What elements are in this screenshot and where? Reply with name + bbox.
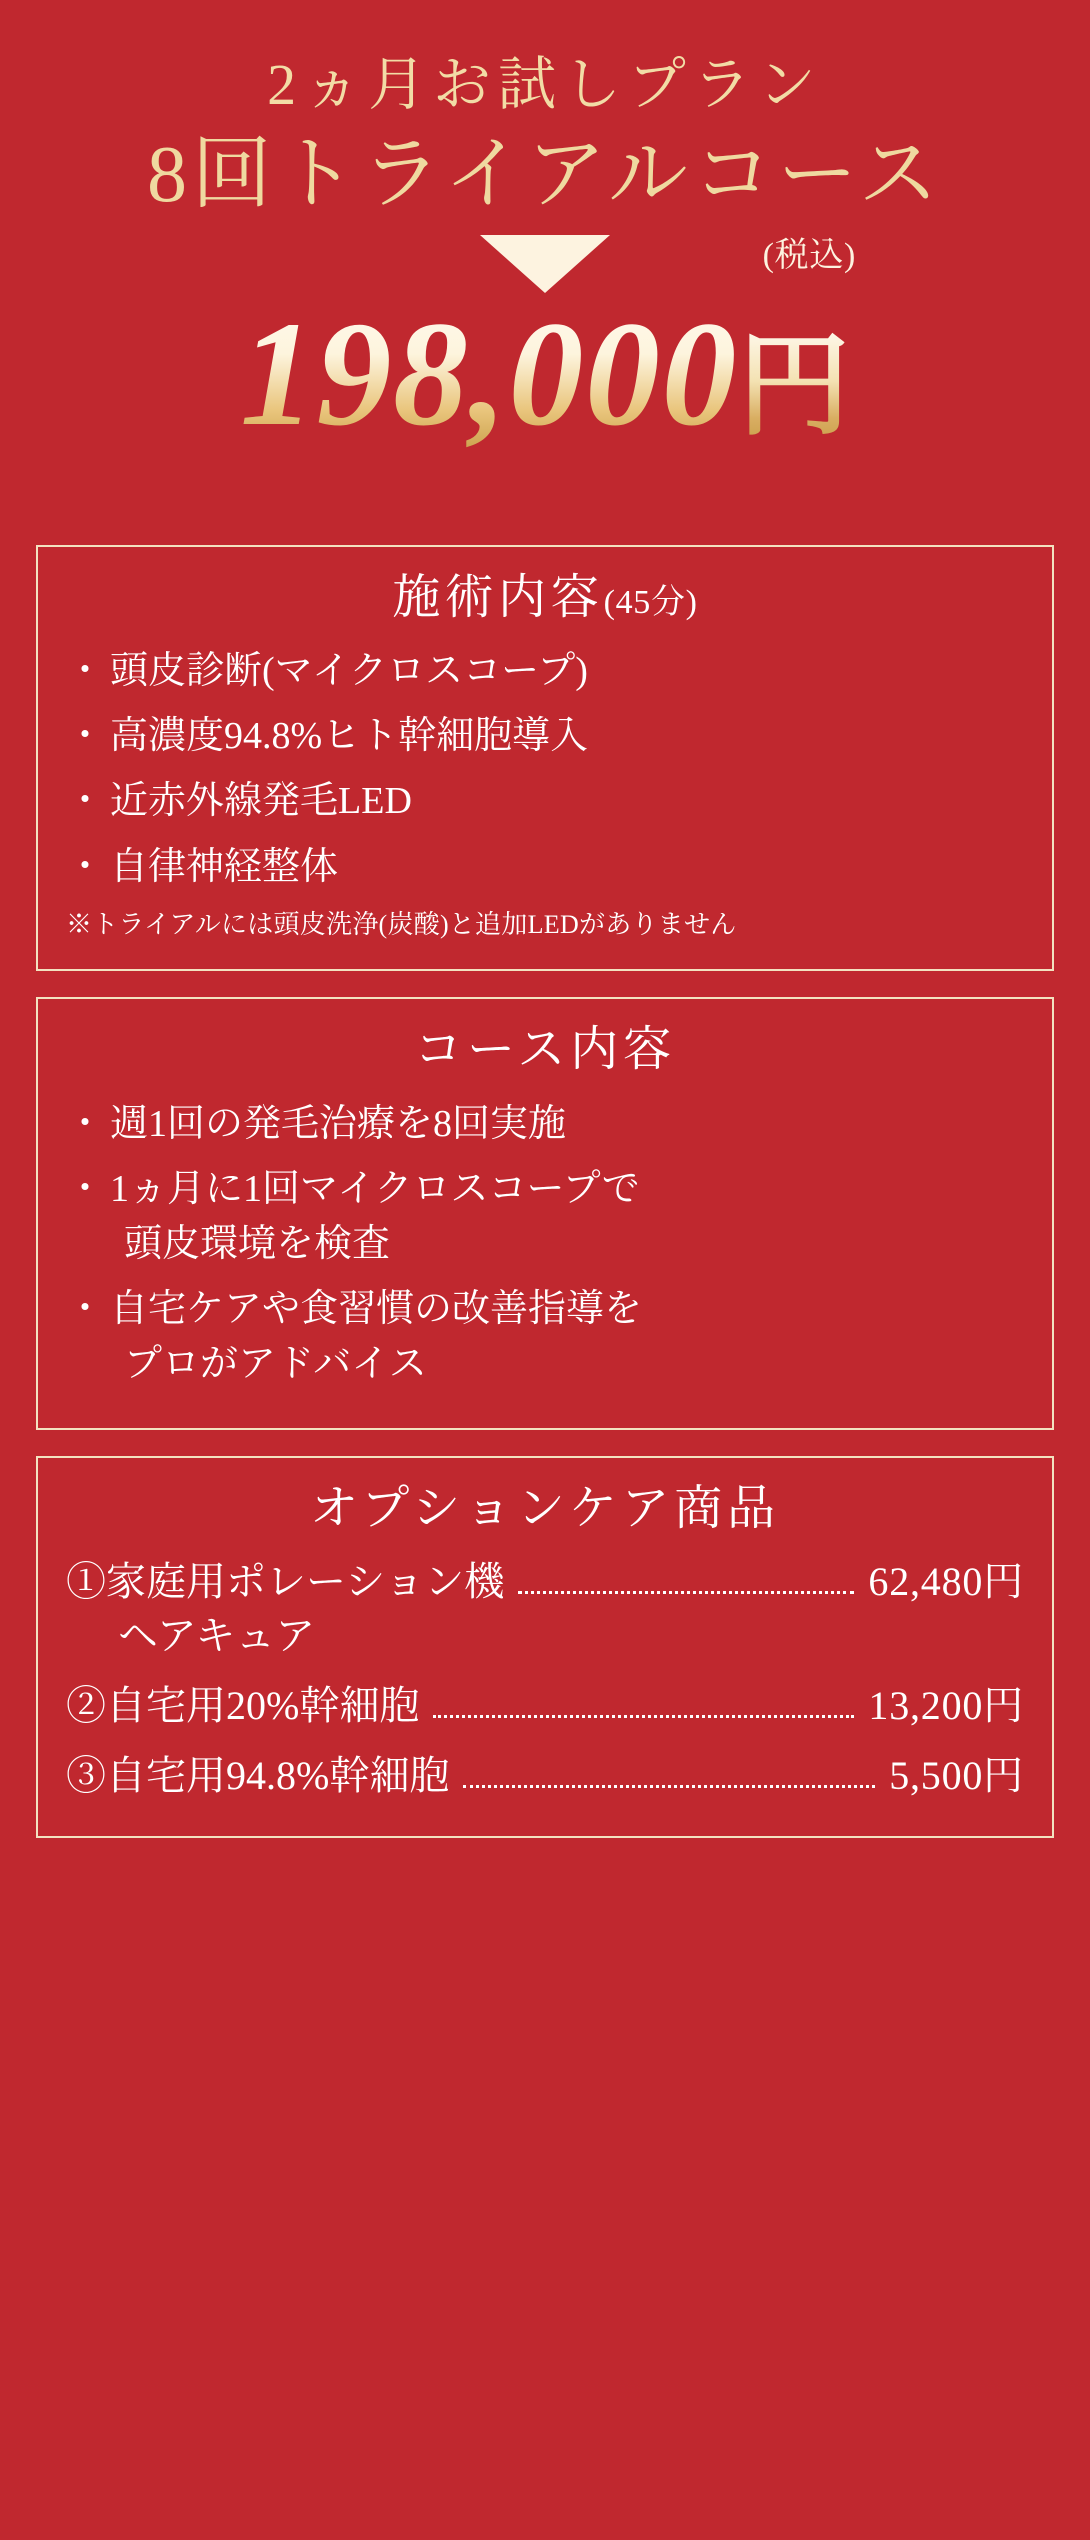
price-line (240, 236, 856, 457)
treatment-item-3: 近赤外線発毛LED (110, 780, 412, 823)
list-item (66, 1097, 1024, 1152)
course-box (36, 997, 1054, 1430)
option-row (66, 1680, 1024, 1732)
dot-leader (433, 1715, 854, 1718)
option-1-price: 62,480円 (868, 1558, 1024, 1604)
header (36, 0, 1054, 223)
price-amount: 198,000 (240, 290, 738, 457)
option-row (66, 1556, 1024, 1608)
bullet-icon: ・ (66, 1167, 105, 1210)
option-box-title: オプションケア商品 (310, 1482, 780, 1536)
option-3-name: ③自宅用94.8%幹細胞 (66, 1752, 450, 1798)
course-item-2-main: 1ヵ月に1回マイクロスコープで (110, 1167, 640, 1210)
course-item-1-main: 週1回の発毛治療を8回実施 (110, 1102, 567, 1145)
price-tax-note: (税込) (762, 236, 856, 274)
treatment-box (36, 545, 1054, 971)
bullet-icon: ・ (66, 715, 105, 758)
treatment-note: ※トライアルには頭皮洗浄(炭酸)と追加LEDがありません (66, 909, 737, 939)
plan-title: 8回トライアルコース (147, 130, 943, 219)
course-item-3-main: 自宅ケアや食習慣の改善指導を (110, 1287, 643, 1330)
option-1-sub: ヘアキュア (118, 1612, 316, 1658)
dot-leader (463, 1785, 875, 1788)
option-row (66, 1750, 1024, 1802)
bullet-icon: ・ (66, 1102, 105, 1145)
treatment-title-duration: (45分) (603, 583, 698, 621)
dot-leader (518, 1591, 854, 1594)
treatment-item-2: 高濃度94.8%ヒト幹細胞導入 (110, 715, 589, 758)
treatment-item-4: 自律神経整体 (110, 845, 339, 888)
option-box (36, 1456, 1054, 1838)
price-block (36, 236, 1054, 519)
treatment-title-text: 施術内容 (392, 570, 604, 624)
bullet-icon: ・ (66, 780, 105, 823)
option-2-price: 13,200円 (868, 1682, 1024, 1728)
list-item (66, 1162, 1024, 1272)
plan-subtitle: 2ヵ月お試しプラン (267, 52, 823, 117)
bullet-icon: ・ (66, 1287, 105, 1330)
option-1-name: ①家庭用ポレーション機 (66, 1558, 505, 1604)
bullet-icon: ・ (66, 650, 105, 693)
arrow-wrapper (36, 235, 1054, 293)
down-triangle-icon (480, 235, 610, 293)
list-item (66, 1282, 1024, 1392)
course-item-2-sub: 頭皮環境を検査 (124, 1222, 391, 1265)
treatment-box-title (66, 569, 1024, 627)
bullet-icon: ・ (66, 845, 105, 888)
list-item (66, 709, 1024, 764)
price-currency: 円 (738, 324, 850, 449)
treatment-item-1: 頭皮診断(マイクロスコープ) (110, 650, 588, 693)
list-item (66, 644, 1024, 699)
option-3-price: 5,500円 (889, 1752, 1024, 1798)
course-box-title: コース内容 (414, 1023, 676, 1077)
list-item (66, 774, 1024, 829)
option-2-name: ②自宅用20%幹細胞 (66, 1682, 420, 1728)
course-item-3-sub: プロがアドバイス (124, 1343, 427, 1386)
list-item (66, 840, 1024, 895)
